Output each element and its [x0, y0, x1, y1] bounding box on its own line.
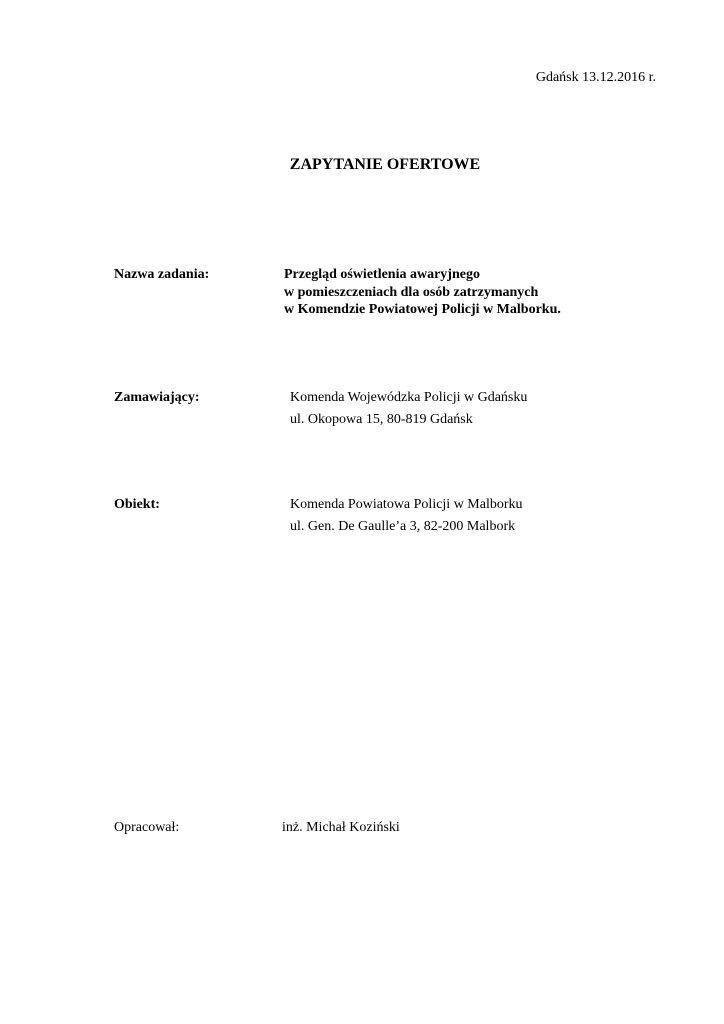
task-name-label: Nazwa zadania:	[114, 267, 210, 282]
author-label: Opracował:	[114, 820, 180, 835]
author-name: inż. Michał Koziński	[282, 820, 400, 835]
document-title: ZAPYTANIE OFERTOWE	[289, 156, 481, 173]
task-name-line: w Komendzie Powiatowej Policji w Malborku.	[284, 302, 561, 317]
object-value	[290, 494, 523, 538]
object-label: Obiekt:	[114, 497, 160, 512]
client-address: ul. Okopowa 15, 80-819 Gdańsk	[290, 412, 473, 427]
client-label: Zamawiający:	[114, 390, 200, 405]
client-name: Komenda Wojewódzka Policji w Gdańsku	[290, 390, 528, 405]
object-address: ul. Gen. De Gaulle’a 3, 82-200 Malbork	[290, 519, 516, 534]
object-name: Komenda Powiatowa Policji w Malborku	[290, 497, 523, 512]
task-name-value	[284, 266, 561, 319]
task-name-line: Przegląd oświetlenia awaryjnego	[284, 267, 480, 282]
task-name-line: w pomieszczeniach dla osób zatrzymanych	[284, 284, 539, 300]
client-value	[290, 387, 527, 431]
document-date: Gdańsk 13.12.2016 r.	[535, 70, 656, 85]
